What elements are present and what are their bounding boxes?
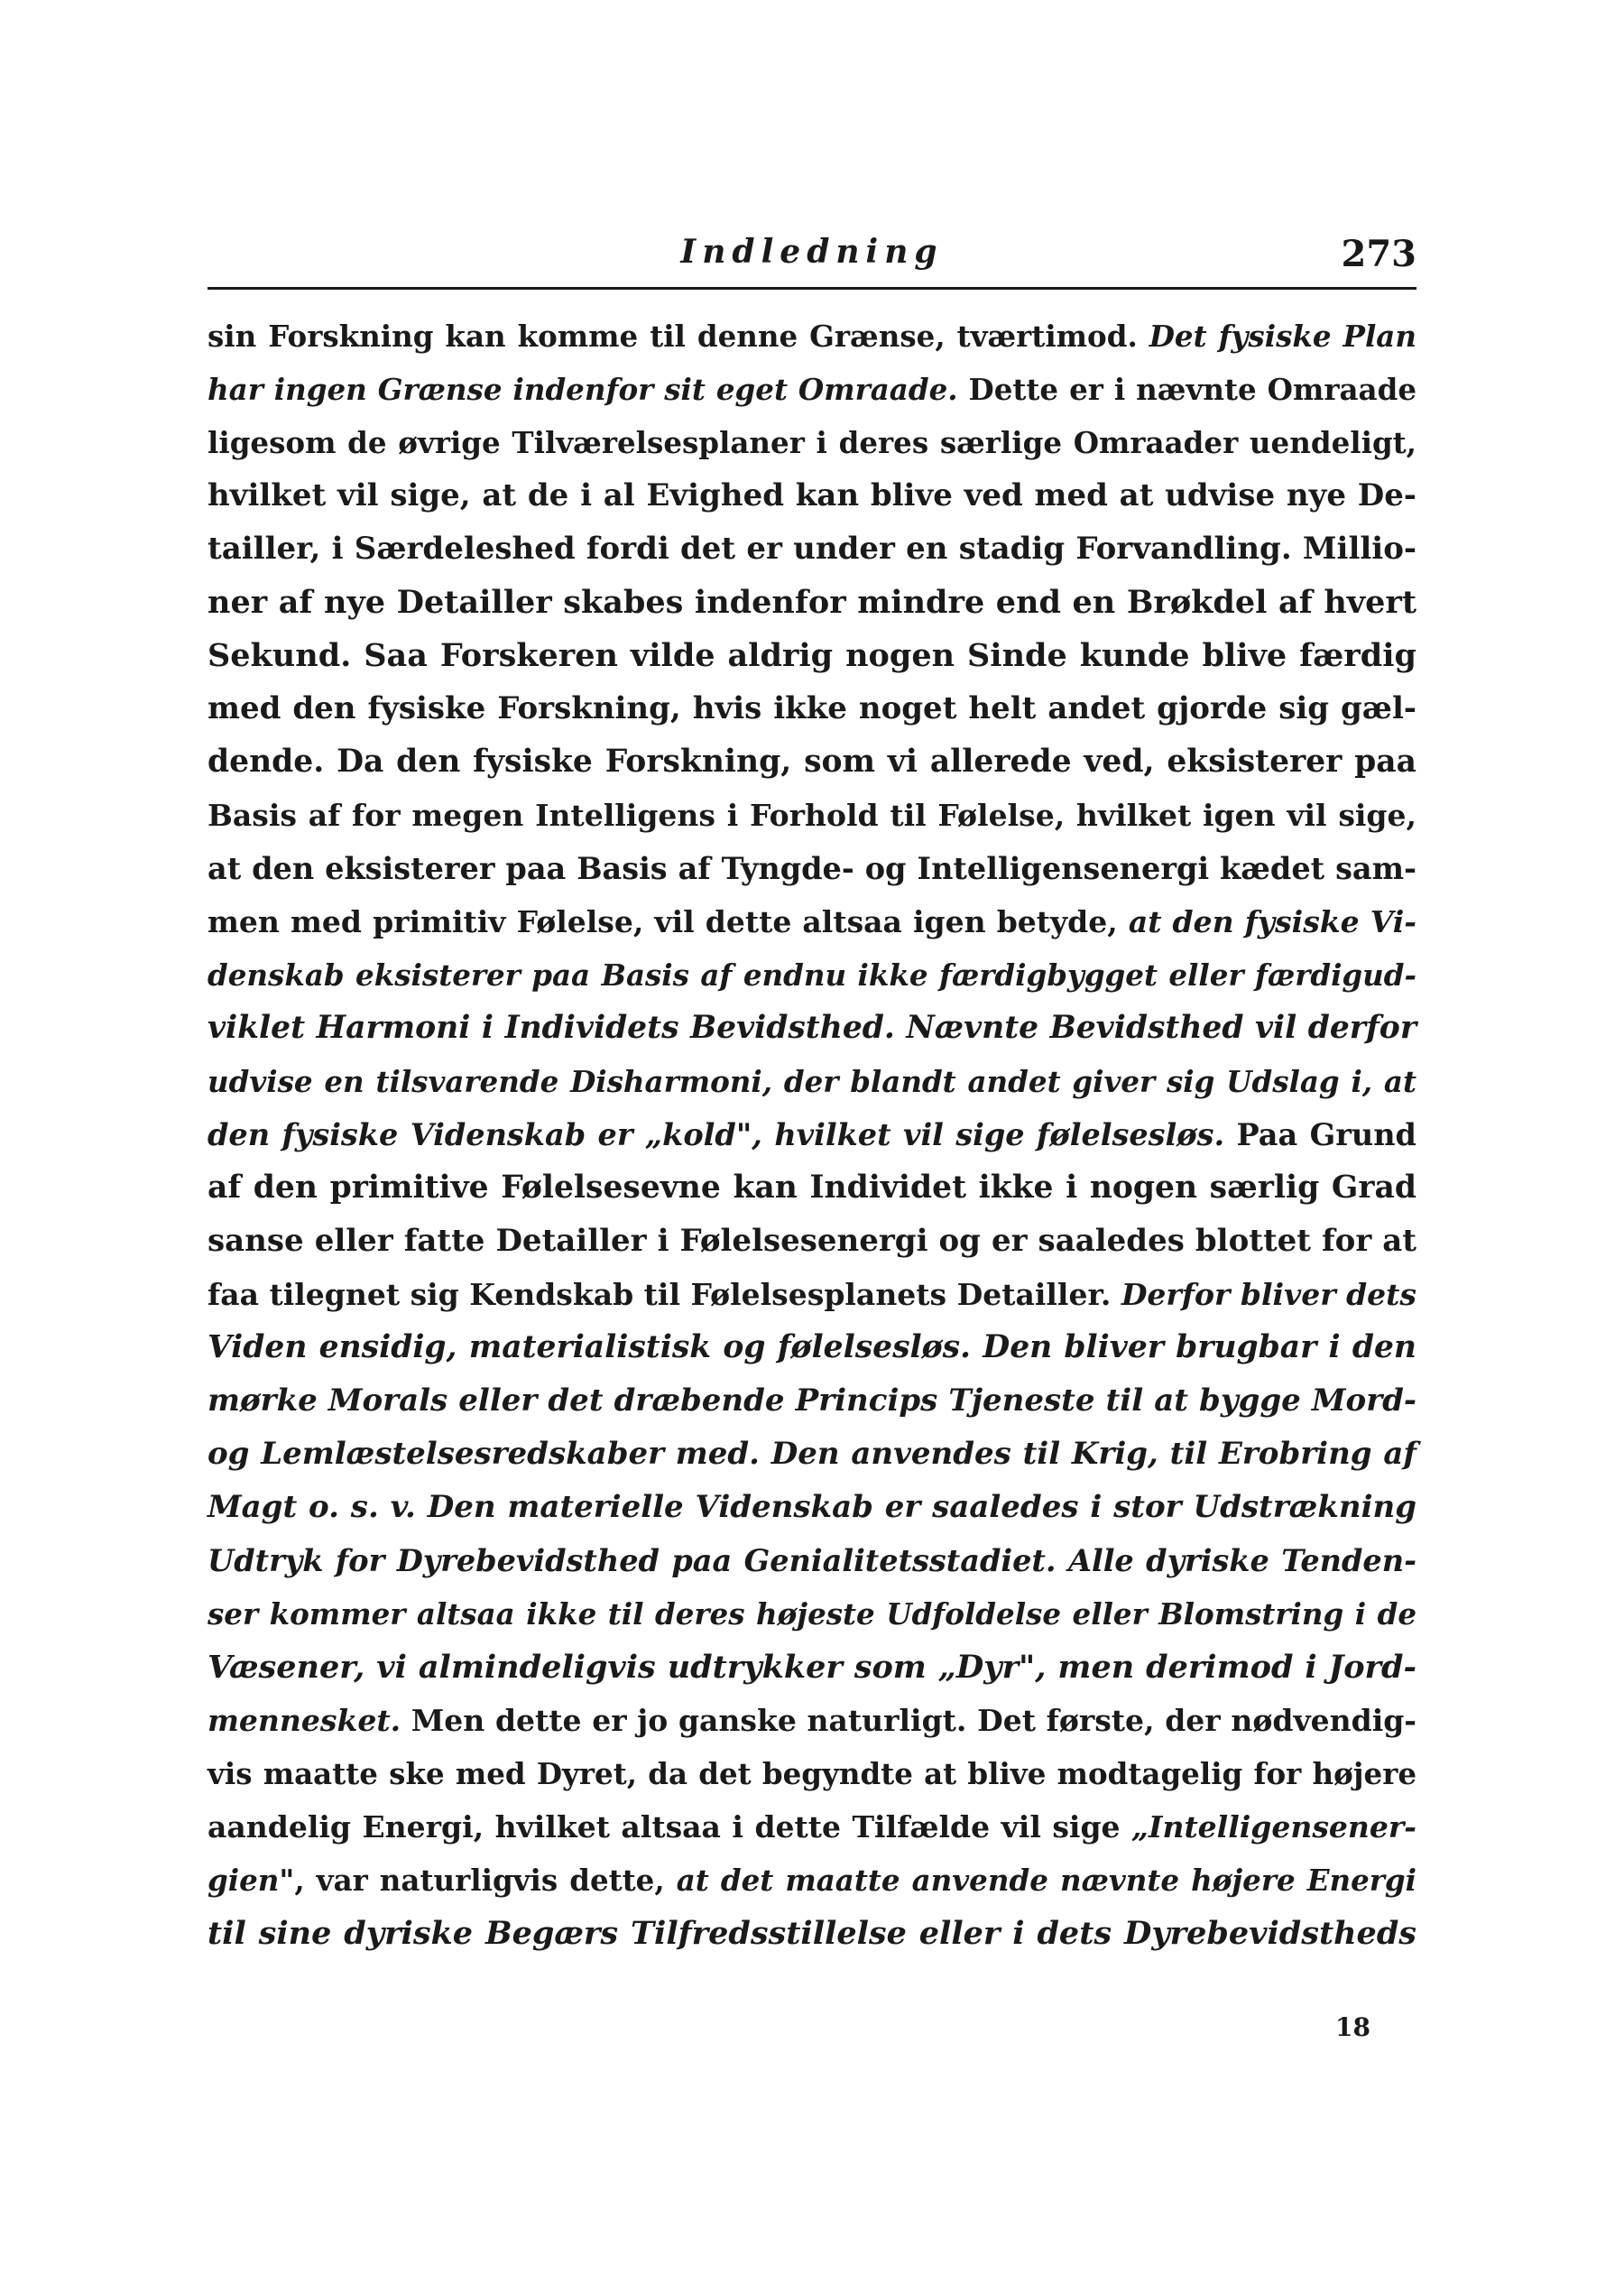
text-segment: aandelig Energi, hvilket altsaa i dette Tilfælde vil sige xyxy=(208,1809,1132,1845)
italic-text-segment: den fysiske Videnskab er „kold", hvilket vil sige følelsesløs. xyxy=(208,1117,1225,1152)
italic-text-segment: Viden ensidig, materialistisk og følelsesløs. Den bliver brugbar i den xyxy=(208,1329,1416,1365)
italic-text-segment: denskab eksisterer paa Basis af endnu ikke færdigbygget eller færdigud- xyxy=(208,957,1416,993)
italic-text-segment: Udtryk for Dyrebevidsthed paa Genialitetsstadiet. Alle dyriske Tenden- xyxy=(208,1543,1416,1578)
text-line xyxy=(208,1747,1416,1800)
text-segment: med den fysiske Forskning, hvis ikke noget helt andet gjorde sig gæl- xyxy=(208,690,1416,726)
text-segment: hvilket vil sige, at de i al Evighed kan blive ved med at udvise nye De- xyxy=(208,477,1416,513)
text-line xyxy=(208,842,1416,895)
italic-text-segment: at den fysiske Vi- xyxy=(1128,904,1416,939)
text-segment: ligesom de øvrige Tilværelsesplaner i deres særlige Omraader uendeligt, xyxy=(208,425,1416,460)
text-segment: af den primitive Følelsesevne kan Individet ikke i nogen særlig Grad xyxy=(208,1170,1416,1206)
text-line xyxy=(208,522,1416,576)
italic-text-segment: Det fysiske Plan xyxy=(1149,319,1416,354)
text-line xyxy=(208,789,1416,842)
text-segment: Paa Grund xyxy=(1224,1117,1416,1152)
italic-text-segment: har ingen Grænse indenfor sit eget Omraade. xyxy=(208,372,958,407)
text-line xyxy=(208,416,1416,469)
header-rule xyxy=(208,287,1416,290)
signature-mark: 18 xyxy=(1335,2012,1370,2042)
text-segment: at den eksisterer paa Basis af Tyngde- og Intelligensenergi kædet sam- xyxy=(208,851,1416,886)
text-segment: vis maatte ske med Dyret, da det begyndte at blive modtagelig for højere xyxy=(208,1756,1416,1791)
text-line xyxy=(208,682,1416,735)
italic-text-segment: mørke Morals eller det dræbende Princips Tjeneste til at bygge Mord- xyxy=(208,1382,1416,1419)
running-header xyxy=(208,233,1416,287)
italic-text-segment: viklet Harmoni i Individets Bevidsthed. Nævnte Bevidsthed vil derfor xyxy=(208,1010,1416,1046)
text-segment: men med primitiv Følelse, vil dette altsaa igen betyde, xyxy=(208,904,1129,939)
italic-text-segment: gien" xyxy=(208,1863,295,1898)
text-segment: sanse eller fatte Detailler i Følelsesenergi og er saaledes blottet for at xyxy=(208,1223,1416,1259)
italic-text-segment: udvise en tilsvarende Disharmoni, der blandt andet giver sig Udslag i, at xyxy=(208,1064,1416,1099)
chapter-title: Indledning xyxy=(680,233,944,271)
page-number: 273 xyxy=(1341,233,1416,275)
text-line xyxy=(208,735,1416,789)
italic-text-segment: Derfor bliver dets xyxy=(1121,1277,1416,1312)
text-segment: dende. Da den fysiske Forskning, som vi allerede ved, eksisterer paa xyxy=(208,744,1416,780)
text-segment: tailler, i Særdeleshed fordi det er under en stadig Forvandling. Millio- xyxy=(208,531,1416,567)
italic-text-segment: til sine dyriske Begærs Tilfredsstillelse eller i dets Dyrebevidstheds xyxy=(208,1915,1416,1952)
text-segment: sin Forskning kan komme til denne Grænse, tværtimod. xyxy=(208,319,1149,354)
text-line xyxy=(208,948,1416,1002)
text-line xyxy=(208,1108,1416,1161)
text-line xyxy=(208,1268,1416,1321)
text-line xyxy=(208,576,1416,629)
text-line xyxy=(208,895,1416,948)
text-line xyxy=(208,1481,1416,1534)
text-segment: Sekund. Saa Forskeren vilde aldrig nogen Sinde kunde blive færdig xyxy=(208,637,1416,674)
text-line xyxy=(208,363,1416,416)
italic-text-segment: Magt o. s. v. Den materielle Videnskab er saaledes i stor Udstrækning xyxy=(208,1489,1416,1525)
text-segment: Dette er i nævnte Omraade xyxy=(957,372,1416,407)
text-line xyxy=(208,1428,1416,1481)
italic-text-segment: og Lemlæstelsesredskaber med. Den anvendes til Krig, til Erobring af xyxy=(208,1436,1416,1472)
text-segment: Basis af for megen Intelligens i Forhold til Følelse, hvilket igen vil sige, xyxy=(208,798,1416,833)
text-segment: faa tilegnet sig Kendskab til Følelsesplanets Detailler. xyxy=(208,1277,1121,1312)
italic-text-segment: mennesket. xyxy=(208,1703,401,1738)
text-segment: , var naturligvis dette, xyxy=(294,1863,677,1898)
text-line xyxy=(208,1055,1416,1108)
text-line xyxy=(208,1587,1416,1641)
text-line xyxy=(208,1800,1416,1854)
text-line xyxy=(208,1215,1416,1268)
text-line xyxy=(208,1321,1416,1374)
text-line xyxy=(208,1534,1416,1587)
text-segment: Men dette er jo ganske naturligt. Det første, der nødvendig- xyxy=(401,1703,1416,1738)
text-line xyxy=(208,1907,1416,1960)
text-line xyxy=(208,1694,1416,1747)
text-line xyxy=(208,310,1416,363)
italic-text-segment: „Intelligensener- xyxy=(1131,1809,1416,1845)
body-text xyxy=(208,310,1416,1960)
text-line xyxy=(208,1002,1416,1055)
italic-text-segment: ser kommer altsaa ikke til deres højeste Udfoldelse eller Blomstring i de xyxy=(208,1596,1416,1632)
italic-text-segment: Væsener, vi almindeligvis udtrykker som „Dyr", men derimod i Jord- xyxy=(208,1649,1416,1686)
italic-text-segment: at det maatte anvende nævnte højere Energi xyxy=(676,1863,1416,1898)
text-line xyxy=(208,1374,1416,1428)
text-line xyxy=(208,469,1416,522)
text-line xyxy=(208,629,1416,682)
text-line xyxy=(208,1641,1416,1694)
text-line xyxy=(208,1854,1416,1907)
text-segment: ner af nye Detailler skabes indenfor mindre end en Brøkdel af hvert xyxy=(208,584,1416,621)
text-line xyxy=(208,1161,1416,1215)
